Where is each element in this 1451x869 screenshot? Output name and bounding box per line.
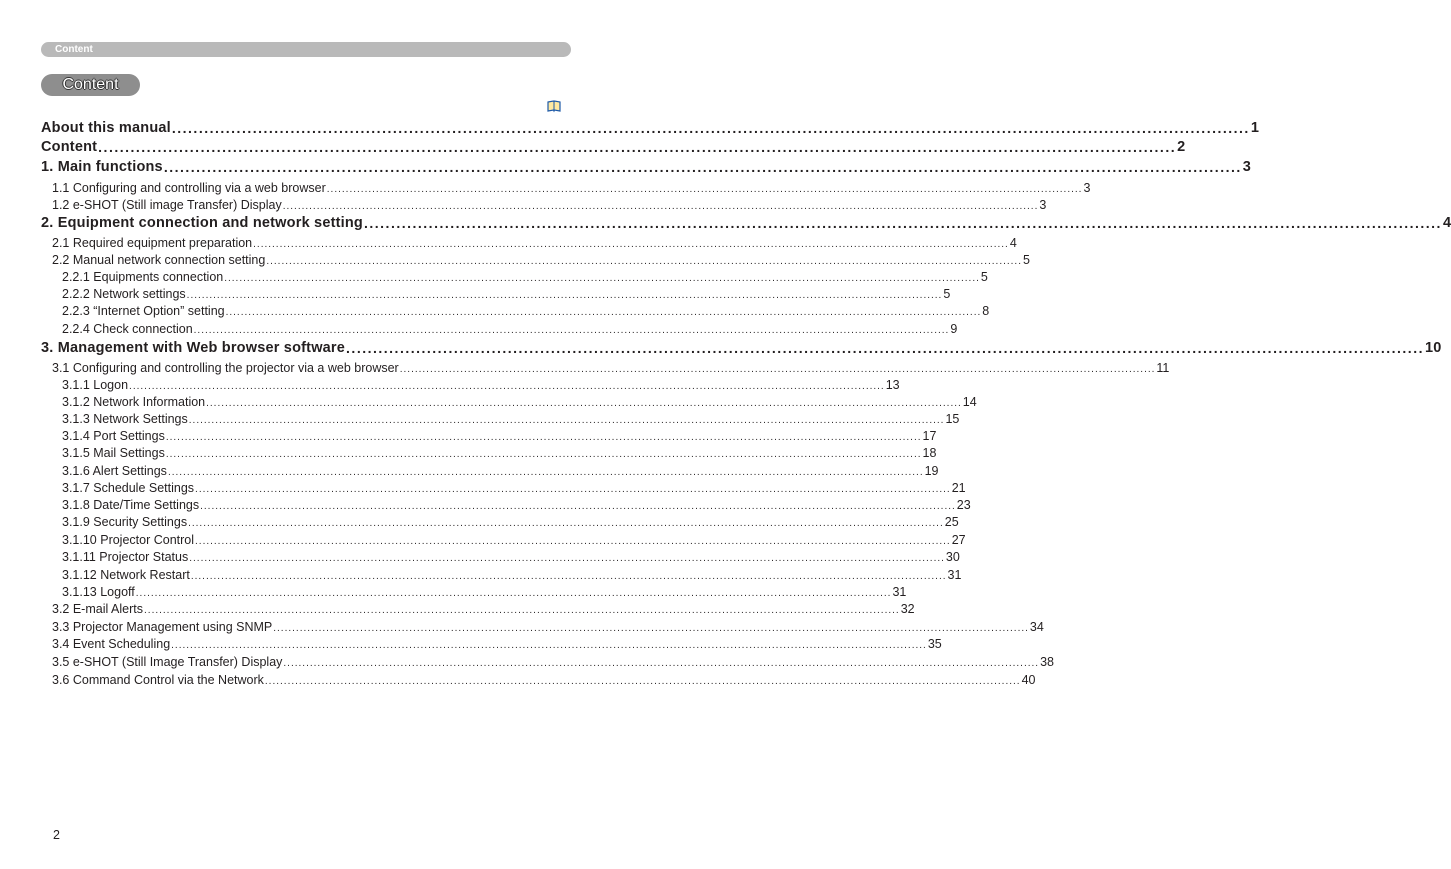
toc-entry-title: 3.1.6 Alert Settings xyxy=(62,464,167,478)
toc-leader-dots: ........................................................................................................................................................................................................ xyxy=(283,658,1040,669)
toc-entry[interactable] xyxy=(62,320,958,336)
toc-entry-title: 3.1.13 Logoff xyxy=(62,585,135,599)
toc-entry-title: Content xyxy=(41,139,98,155)
header-bar xyxy=(41,42,571,57)
toc-leader-dots: ........................................................................................................................................................................................................ xyxy=(195,536,951,547)
toc-entry-title: 3.1.11 Projector Status xyxy=(62,550,189,564)
toc-entry-title: 3. Management with Web browser software xyxy=(41,340,346,356)
toc-leader-dots: ........................................................................................................................................................................................................ xyxy=(195,484,951,495)
toc-entry[interactable] xyxy=(62,566,962,582)
toc-entry[interactable] xyxy=(62,302,990,318)
toc-leader-dots: ........................................................................................................................................................................................................ xyxy=(364,215,1442,231)
toc-leader-dots: ........................................................................................................................................................................................................ xyxy=(171,640,927,651)
toc-entry-page: 3 xyxy=(1083,181,1091,195)
toc-entry-title: 3.1.8 Date/Time Settings xyxy=(62,498,200,512)
content-title-badge xyxy=(41,74,140,96)
toc-leader-dots: ........................................................................................................................................................................................................ xyxy=(129,381,885,392)
toc-entry[interactable] xyxy=(52,635,942,651)
toc-leader-dots: ........................................................................................................................................................................................................ xyxy=(135,588,892,599)
toc-entry-title: 3.1.2 Network Information xyxy=(62,395,206,409)
page-title: Content xyxy=(62,76,119,93)
toc-entry-title: 3.6 Command Control via the Network xyxy=(52,673,264,687)
toc-leader-dots: ........................................................................................................................................................................................................ xyxy=(188,415,945,426)
toc-leader-dots: ........................................................................................................................................................................................................ xyxy=(224,273,980,284)
toc-entry-title: 2. Equipment connection and network setting xyxy=(41,215,363,231)
toc-entry-page: 5 xyxy=(943,287,951,301)
toc-entry-title: 2.2 Manual network connection setting xyxy=(52,253,266,267)
toc-entry-page: 14 xyxy=(962,395,977,409)
toc-entry-page: 2 xyxy=(1177,139,1186,155)
toc-entry[interactable] xyxy=(62,583,907,599)
toc-entry-page: 31 xyxy=(892,585,907,599)
toc-leader-dots: ........................................................................................................................................................................................................ xyxy=(206,398,962,409)
toc-leader-dots: ........................................................................................................................................................................................................ xyxy=(273,623,1029,634)
toc-entry[interactable] xyxy=(62,444,937,460)
toc-entry[interactable] xyxy=(52,251,1030,267)
toc-entry-title: 3.2 E-mail Alerts xyxy=(52,602,144,616)
toc-entry[interactable] xyxy=(62,285,951,301)
toc-entry[interactable] xyxy=(62,479,966,495)
toc-entry-title: 3.1.12 Network Restart xyxy=(62,568,190,582)
toc-leader-dots: ........................................................................................................................................................................................................ xyxy=(190,571,947,582)
toc-entry-page: 13 xyxy=(885,378,900,392)
toc-leader-dots: ........................................................................................................................................................................................................ xyxy=(225,307,982,318)
toc-entry-title: 3.1.10 Projector Control xyxy=(62,533,195,547)
toc-leader-dots: ........................................................................................................................................................................................................ xyxy=(193,325,950,336)
toc-entry-title: 3.5 e-SHOT (Still Image Transfer) Display xyxy=(52,655,283,669)
toc-entry-page: 11 xyxy=(1156,361,1170,375)
toc-entry-title: 2.2.1 Equipments connection xyxy=(62,270,224,284)
toc-entry-title: 2.2.3 “Internet Option” setting xyxy=(62,304,225,318)
toc-entry-page: 3 xyxy=(1242,159,1252,175)
toc-entry-page: 40 xyxy=(1021,673,1036,687)
toc-entry-title: 1.2 e-SHOT (Still image Transfer) Display xyxy=(52,198,282,212)
toc-entry-page: 1 xyxy=(1250,120,1260,136)
toc-entry-title: 3.1.5 Mail Settings xyxy=(62,446,165,460)
toc-entry-title: 3.4 Event Scheduling xyxy=(52,637,171,651)
toc-leader-dots: ........................................................................................................................................................................................................ xyxy=(326,184,1083,195)
toc-entry-page: 9 xyxy=(950,322,958,336)
toc-leader-dots: ........................................................................................................................................................................................................ xyxy=(399,364,1156,375)
toc-entry-page: 18 xyxy=(922,446,937,460)
toc-entry-page: 38 xyxy=(1040,655,1054,669)
toc-entry-title: 3.3 Projector Management using SNMP xyxy=(52,620,273,634)
toc-entry-title: 3.1.3 Network Settings xyxy=(62,412,188,426)
toc-entry-page: 17 xyxy=(922,429,937,443)
toc-leader-dots: ........................................................................................................................................................................................................ xyxy=(264,676,1021,687)
toc-entry[interactable] xyxy=(52,671,1036,687)
toc-entry-page: 21 xyxy=(951,481,966,495)
toc-entry-title: 3.1.1 Logon xyxy=(62,378,129,392)
toc-entry[interactable] xyxy=(62,513,959,529)
toc-leader-dots: ........................................................................................................................................................................................................ xyxy=(200,501,956,512)
toc-entry-page: 8 xyxy=(982,304,990,318)
toc-leader-dots: ........................................................................................................................................................................................................ xyxy=(189,553,945,564)
toc-entry-title: 3.1.4 Port Settings xyxy=(62,429,165,443)
toc-entry[interactable] xyxy=(62,393,977,409)
toc-entry[interactable] xyxy=(52,359,1170,375)
toc-entry-page: 35 xyxy=(927,637,942,651)
toc-entry[interactable] xyxy=(41,159,1252,175)
toc-leader-dots: ........................................................................................................................................................................................................ xyxy=(266,256,1022,267)
toc-entry[interactable] xyxy=(52,653,1054,669)
toc-entry-title: 3.1 Configuring and controlling the projector via a web browser xyxy=(52,361,399,375)
toc-entry-title: 2.2.4 Check connection xyxy=(62,322,193,336)
toc-entry-page: 32 xyxy=(900,602,915,616)
toc-leader-dots: ........................................................................................................................................................................................................ xyxy=(282,201,1039,212)
toc-entry[interactable] xyxy=(62,548,960,564)
toc-entry-title: 2.2.2 Network settings xyxy=(62,287,186,301)
header-label: Content xyxy=(55,44,93,55)
toc-entry-page: 30 xyxy=(945,550,960,564)
toc-entry-page: 5 xyxy=(980,270,988,284)
page-number: 2 xyxy=(53,828,60,842)
toc-leader-dots: ........................................................................................................................................................................................................ xyxy=(346,340,1424,356)
book-icon[interactable] xyxy=(547,100,561,112)
toc-entry-page: 23 xyxy=(956,498,971,512)
toc-leader-dots: ........................................................................................................................................................................................................ xyxy=(253,239,1009,250)
toc-entry[interactable] xyxy=(41,139,1186,155)
toc-entry[interactable] xyxy=(52,600,915,616)
toc-leader-dots: ........................................................................................................................................................................................................ xyxy=(188,518,944,529)
toc-entry-page: 10 xyxy=(1424,340,1442,356)
toc-entry-title: 1.1 Configuring and controlling via a web browser xyxy=(52,181,326,195)
toc-entry-page: 34 xyxy=(1029,620,1044,634)
toc-entry-page: 5 xyxy=(1023,253,1030,267)
toc-entry-page: 31 xyxy=(947,568,962,582)
toc-entry[interactable] xyxy=(62,268,988,284)
toc-entry-page: 27 xyxy=(951,533,966,547)
toc-entry-title: About this manual xyxy=(41,120,171,136)
toc-leader-dots: ........................................................................................................................................................................................................ xyxy=(186,290,943,301)
toc-entry-page: 4 xyxy=(1442,215,1451,231)
toc-entry[interactable] xyxy=(62,531,966,547)
toc-entry-title: 3.1.7 Schedule Settings xyxy=(62,481,195,495)
toc-entry[interactable] xyxy=(41,215,1451,231)
toc-entry-title: 1. Main functions xyxy=(41,159,163,175)
toc-leader-dots: ........................................................................................................................................................................................................ xyxy=(167,467,924,478)
toc-leader-dots: ........................................................................................................................................................................................................ xyxy=(163,159,1242,175)
toc-entry-title: 2.1 Required equipment preparation xyxy=(52,236,253,250)
toc-entry[interactable] xyxy=(41,120,1260,136)
toc-entry-page: 15 xyxy=(945,412,960,426)
toc-entry-page: 19 xyxy=(924,464,939,478)
toc-entry-page: 4 xyxy=(1009,236,1017,250)
toc-entry[interactable] xyxy=(52,234,1017,250)
toc-entry-page: 3 xyxy=(1039,198,1047,212)
toc-entry[interactable] xyxy=(52,618,1044,634)
toc-entry-page: 25 xyxy=(944,515,959,529)
toc-leader-dots: ........................................................................................................................................................................................................ xyxy=(98,139,1177,155)
toc-entry-title: 3.1.9 Security Settings xyxy=(62,515,188,529)
toc-entry[interactable] xyxy=(41,340,1442,356)
toc-leader-dots: ........................................................................................................................................................................................................ xyxy=(165,432,922,443)
toc-entry[interactable] xyxy=(62,410,960,426)
toc-entry[interactable] xyxy=(52,196,1047,212)
toc-leader-dots: ........................................................................................................................................................................................................ xyxy=(171,120,1250,136)
toc-leader-dots: ........................................................................................................................................................................................................ xyxy=(144,605,900,616)
toc-entry[interactable] xyxy=(52,179,1091,195)
toc-entry[interactable] xyxy=(62,462,939,478)
toc-entry[interactable] xyxy=(62,496,971,512)
toc-entry[interactable] xyxy=(62,376,900,392)
toc-leader-dots: ........................................................................................................................................................................................................ xyxy=(165,449,922,460)
toc-entry[interactable] xyxy=(62,427,937,443)
